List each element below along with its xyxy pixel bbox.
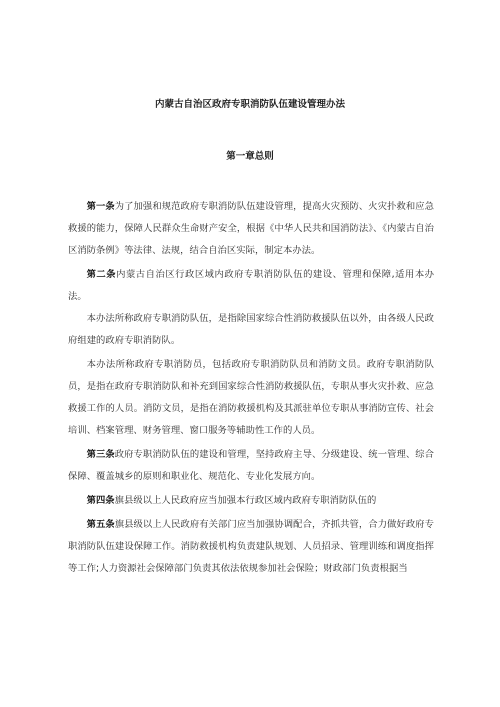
article-5 <box>68 514 434 580</box>
article-number: 第四条 <box>86 495 115 506</box>
article-number: 第五条 <box>86 519 115 530</box>
document-title: 内蒙古自治区政府专职消防队伍建设管理办法 <box>154 99 345 110</box>
article-number: 第一条 <box>86 201 115 212</box>
article-4 <box>68 490 434 512</box>
article-text: 内蒙古自治区行政区域内政府专职消防队伍的建设、管理和保障,适用本办法。 <box>68 269 435 302</box>
paragraph-text: 本办法所称政府专职消防队伍，是指除国家综合性消防救援队伍以外，由各级人民政府组建的政府专职消防队。 <box>68 313 434 346</box>
document-body <box>68 196 434 580</box>
article-3 <box>68 444 434 488</box>
article-text: 旗县级以上人民政府应当加强本行政区域内政府专职消防队伍的 <box>114 495 377 506</box>
article-2 <box>68 264 434 308</box>
article-text: 旗县级以上人民政府有关部门应当加强协调配合，齐抓共管，合力做好政府专职消防队伍建设保障工作。消防救援机构负责建队规划、人员招录、管理训练和调度指挥等工作;人力资源社会保障部门负责其依法依规参加社会保险；财政部门负责根据当 <box>68 519 434 574</box>
article-number: 第二条 <box>86 269 117 280</box>
article-number: 第三条 <box>86 449 115 460</box>
paragraph <box>68 308 434 352</box>
chapter-heading: 第一章总则 <box>226 151 274 162</box>
article-1 <box>68 196 434 262</box>
article-text: 为了加强和规范政府专职消防队伍建设管理，提高火灾预防、火灾扑救和应急救援的能力，保障人民群众生命财产安全，根据《中华人民共和国消防法》、《内蒙古自治区消防条例》等法律、法规，结合自治区实际，制定本办法。 <box>68 201 434 256</box>
paragraph <box>68 354 434 442</box>
paragraph-text: 本办法所称政府专职消防员，包括政府专职消防队员和消防文员。政府专职消防队员，是指在政府专职消防队和补充到国家综合性消防救援队伍，专职从事火灾扑救、应急救援工作的人员。消防文员，是指在消防救援机构及其派驻单位专职从事消防宣传、社会培训、档案管理、财务管理、窗口服务等辅助性工作的人员。 <box>68 359 434 436</box>
article-text: 政府专职消防队伍的建设和管理，坚持政府主导、分级建设、统一管理、综合保障、覆盖城乡的原则和职业化、规范化、专业化发展方向。 <box>68 449 434 482</box>
